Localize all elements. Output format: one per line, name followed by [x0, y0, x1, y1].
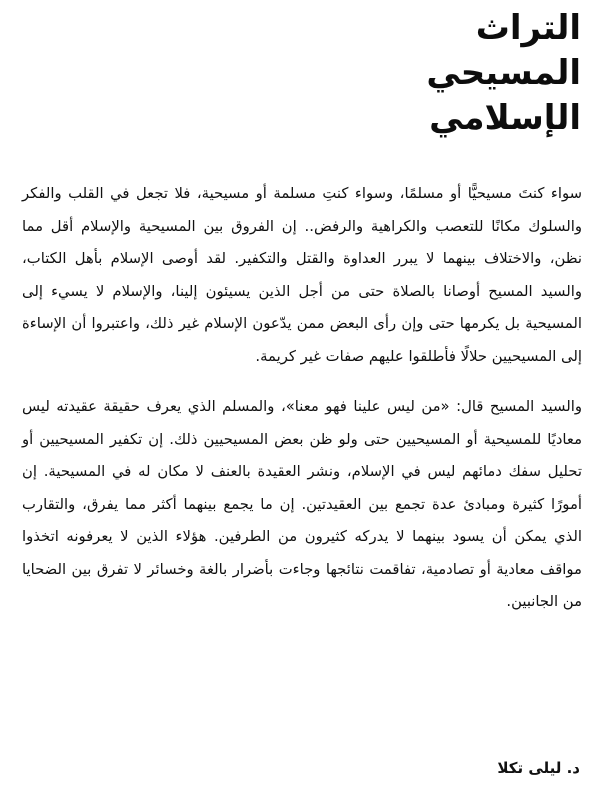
title-line-3: الإسلامي [429, 98, 581, 138]
paragraph-1: سواء كنتَ مسيحيًّا أو مسلمًا، وسواء كنتِ مسلمة أو مسيحية، فلا تجعل في القلب والفكر والسلوك مكانًا للتعصب والكراهية والرفض.. إن الفروق بين المسيحية والإسلام أقل مما نظن، والاختلاف بينهما لا يبرر العداوة والقتل والتكفير. لقد أوصى الإسلام بأهل الكتاب، والسيد المسيح أوصانا بالصلاة حتى من أجل الذين يسيئون إلينا، والإسلام لا يسيء إلى المسيحية بل يكرمها حتى وإن رأى البعض ممن يدّعون الإسلام غير ذلك، واعتبروا أن الإساءة إلى المسيحيين حلالًا فأطلقوا عليهم صفات غير كريمة. [22, 185, 582, 365]
article-title [341, 6, 581, 141]
article-body [22, 178, 582, 619]
author-signature: د. ليلى تكلا [497, 759, 580, 777]
title-line-1: التراث [475, 8, 581, 48]
paragraph-2: والسيد المسيح قال: «من ليس علينا فهو معنا»، والمسلم الذي يعرف حقيقة عقيدته ليس معاديًا للمسيحية أو المسيحيين حتى ولو ظن بعض المسيحيين ذلك. إن تكفير المسيحيين أو تحليل سفك دمائهم ليس في الإسلام، ونشر العقيدة بالعنف لا مكان له في المسيحية. إن أمورًا كثيرة ومبادئ عدة تجمع بين العقيدتين. إن ما يجمع بينهما أكثر مما يفرق، والتقارب الذي يمكن أن يسود بينهما لا يدركه كثيرون من الطرفين. هؤلاء الذين لا يعرفونه اتخذوا مواقف معادية أو تصادمية، تفاقمت نتائجها وجاءت بأضرار بالغة وخسائر لا تفرق بين الضحايا من الجانبين. [22, 398, 582, 610]
title-line-2: المسيحي [426, 53, 581, 93]
